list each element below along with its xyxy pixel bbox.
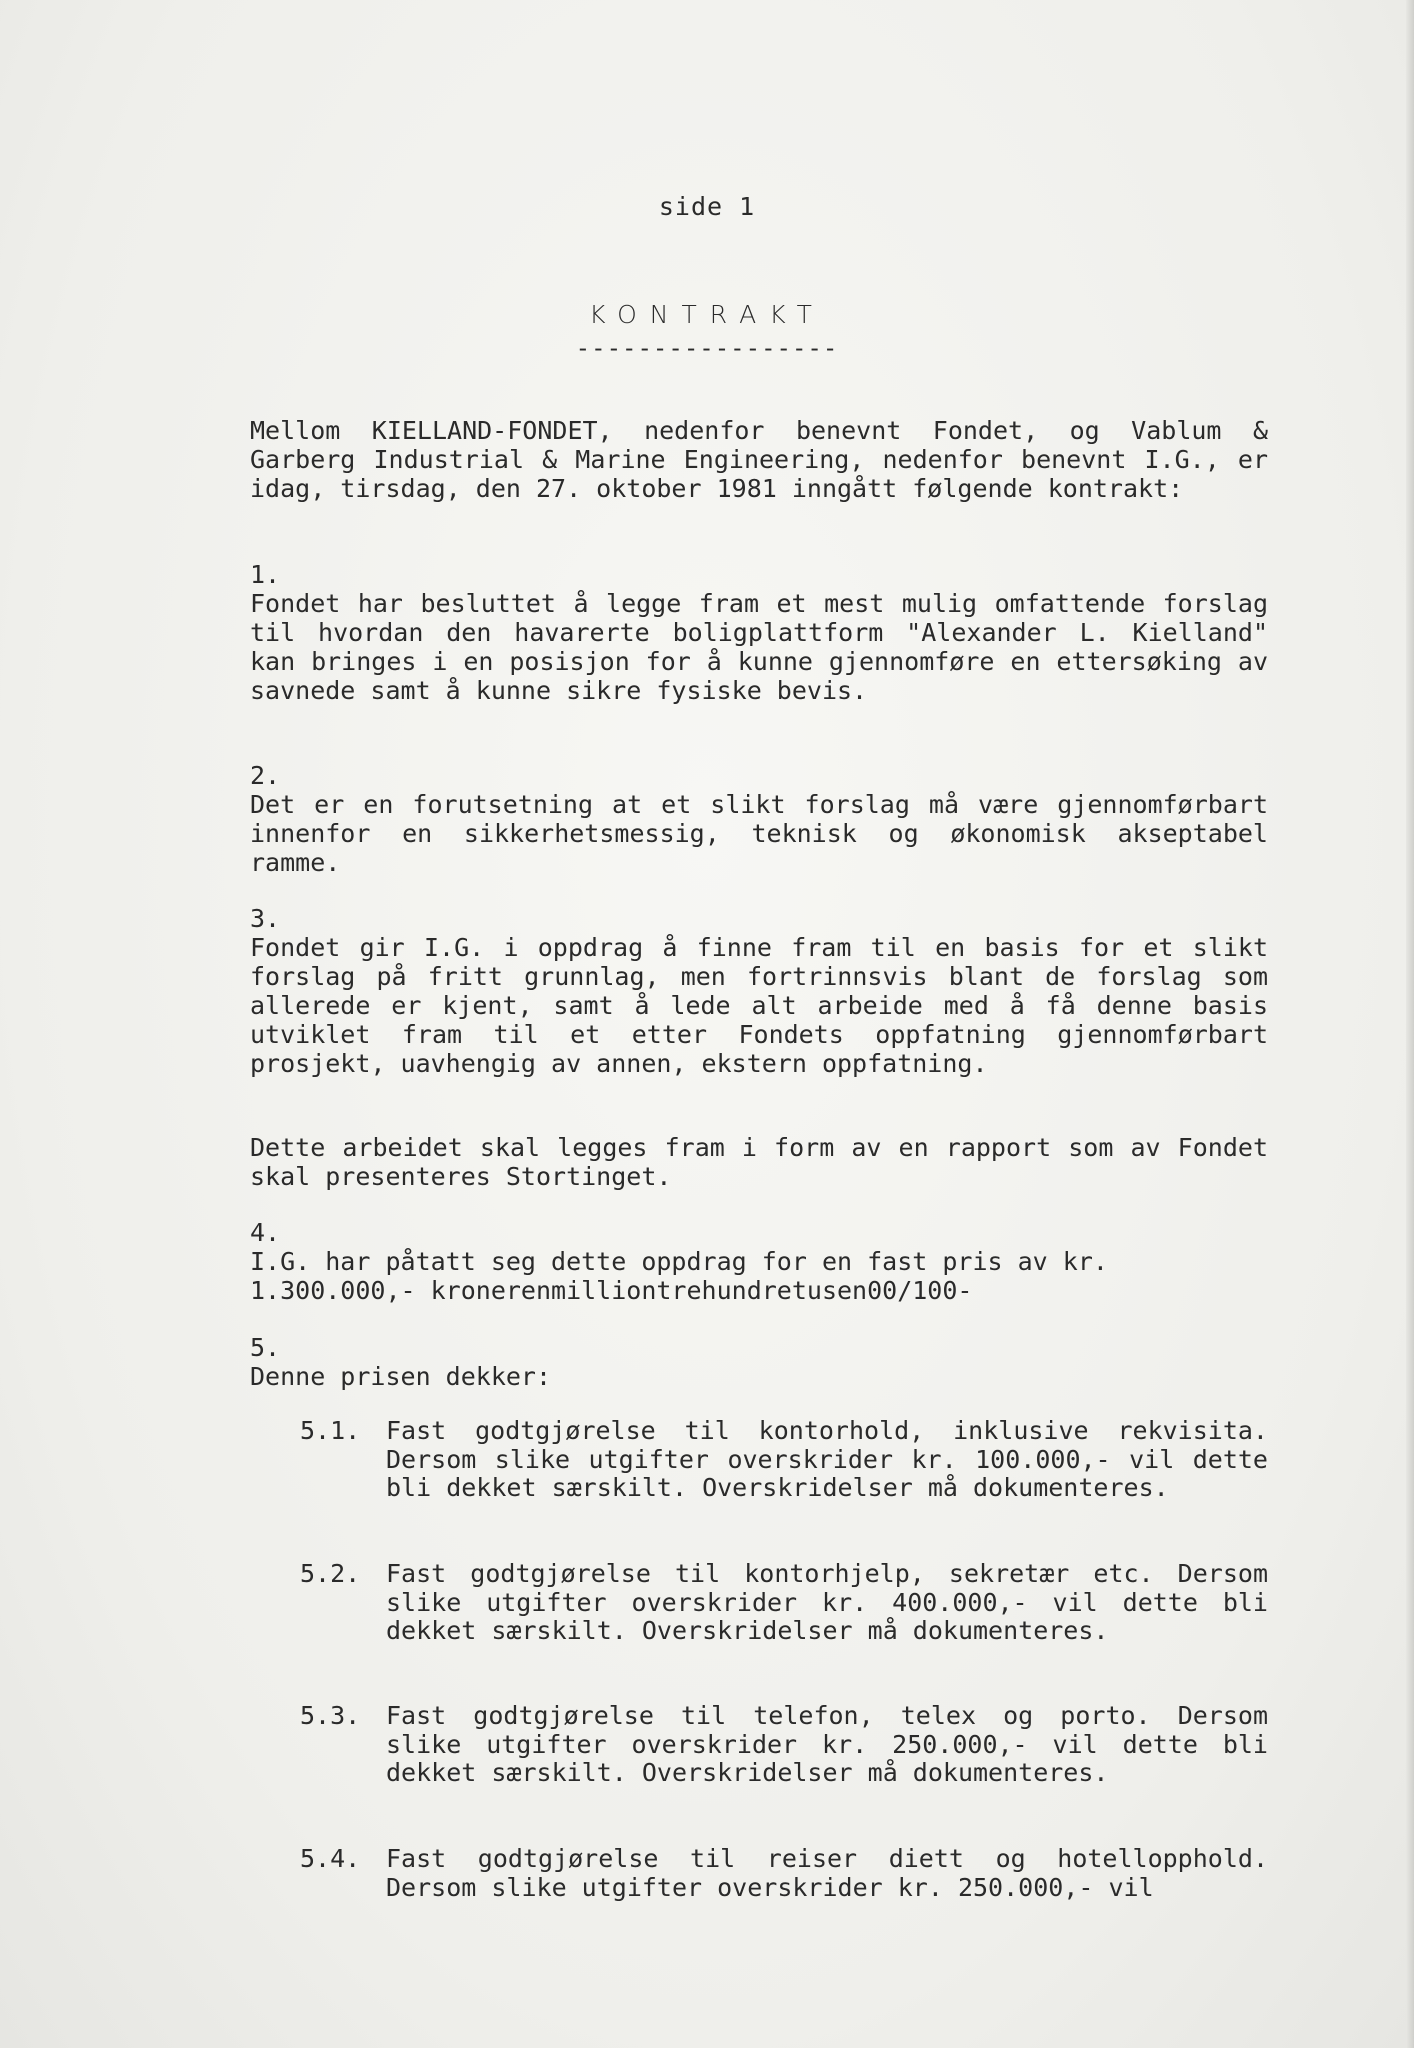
subsection-5-3 (300, 1702, 1268, 1788)
document-title: KONTRAKT (589, 300, 825, 329)
section-1 (250, 560, 1268, 705)
subsection-5-2 (300, 1560, 1268, 1646)
section-text: Det er en forutsetning at et slikt forslag må være gjennomførbart innenfor en sikkerhetsmessig, teknisk og økonomisk akseptabel ramme. (250, 790, 1268, 877)
section-4 (250, 1218, 1268, 1305)
section-2 (250, 761, 1268, 877)
intro-paragraph: Mellom KIELLAND-FONDET, nedenfor benevnt Fondet, og Vablum & Garberg Industrial & Marine Engineering, nedenfor benevnt I.G., er idag, tirsdag, den 27. oktober 1981 inngått følgende kontrakt: (250, 416, 1268, 503)
section-number: 5. (250, 1333, 281, 1362)
section-text: Fondet gir I.G. i oppdrag å finne fram til en basis for et slikt forslag på fritt grunnlag, men fortrinnsvis blant de forslag som allerede er kjent, samt å lede alt arbeide med å få denne basis utviklet fram til et etter Fondets oppfatning gjennomførbart prosjekt, uavhengig av annen, ekstern oppfatning. (250, 933, 1268, 1078)
section-number: 4. (250, 1218, 281, 1247)
subsection-text: Fast godtgjørelse til kontorhjelp, sekretær etc. Dersom slike utgifter overskrider kr. 400.000,- vil dette bli dekket særskilt. Overskridelser må dokumenteres. (386, 1559, 1268, 1645)
section-3-continuation: Dette arbeidet skal legges fram i form av en rapport som av Fondet skal presenteres Stortinget. (250, 1133, 1268, 1191)
page-number: side 1 (658, 192, 756, 221)
section-text: Denne prisen dekker: (250, 1362, 552, 1391)
section-number: 3. (250, 904, 281, 933)
section-number: 1. (250, 560, 281, 589)
section-number: 2. (250, 761, 281, 790)
subsection-text: Fast godtgjørelse til telefon, telex og porto. Dersom slike utgifter overskrider kr. 250.000,- vil dette bli dekket særskilt. Overskridelser må dokumenteres. (386, 1701, 1268, 1787)
subsection-label: 5.4. (300, 1844, 361, 1873)
title-underline: ----------------- (575, 334, 839, 362)
subsection-text: Fast godtgjørelse til reiser diett og hotellopphold. Dersom slike utgifter overskrider kr. 250.000,- vil (386, 1844, 1268, 1902)
section-text: I.G. har påtatt seg dette oppdrag for en fast pris av kr. 1.300.000,- kronerenmilliontrehundretusen00/100- (250, 1247, 1108, 1305)
section-5 (250, 1333, 1268, 1391)
section-3 (250, 904, 1268, 1078)
subsection-label: 5.2. (300, 1559, 361, 1588)
subsection-5-4 (300, 1845, 1268, 1902)
subsection-label: 5.3. (300, 1701, 361, 1730)
subsection-text: Fast godtgjørelse til kontorhold, inklusive rekvisita. Dersom slike utgifter overskrider kr. 100.000,- vil dette bli dekket særskilt. Overskridelser må dokumenteres. (386, 1416, 1268, 1502)
section-text: Fondet har besluttet å legge fram et mest mulig omfattende forslag til hvordan den havarerte boligplattform "Alexander L. Kielland" kan bringes i en posisjon for å kunne gjennomføre en ettersøking av savnede samt å kunne sikre fysiske bevis. (250, 589, 1268, 705)
subsection-5-1 (300, 1417, 1268, 1503)
subsection-label: 5.1. (300, 1416, 361, 1445)
